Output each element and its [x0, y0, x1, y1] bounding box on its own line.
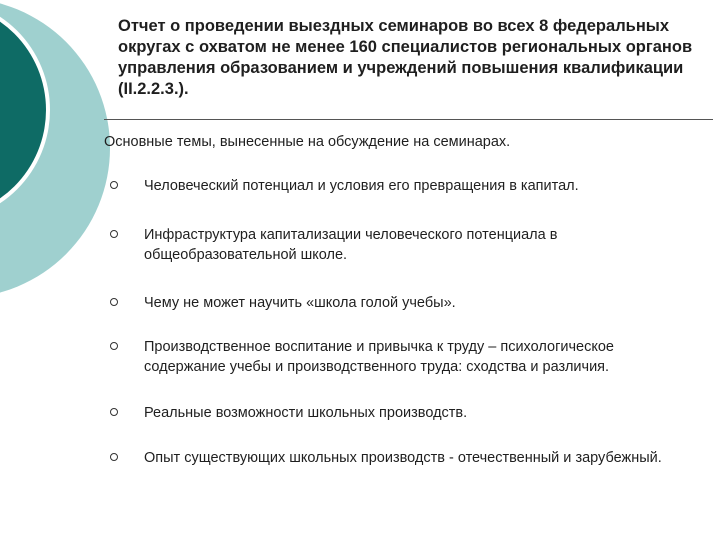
list-item-text: Инфраструктура капитализации человеческого потенциала в общеобразовательной школе. [144, 227, 558, 263]
list-item-text: Опыт существующих школьных производств - отечественный и зарубежный. [144, 450, 662, 466]
title-divider [104, 119, 713, 120]
list-item-text: Человеческий потенциал и условия его превращения в капитал. [144, 178, 579, 194]
slide-subtitle: Основные темы, вынесенные на обсуждение на семинарах. [104, 134, 511, 150]
circle-bullet-icon [110, 408, 118, 416]
list-item-text: Реальные возможности школьных производств. [144, 405, 468, 421]
circle-bullet-icon [110, 453, 118, 461]
circle-bullet-icon [110, 342, 118, 350]
list-item-text: Производственное воспитание и привычка к труду – психологическое содержание учебы и производственного труда: сходства и различия. [144, 339, 614, 375]
circle-bullet-icon [110, 181, 118, 189]
list-item-text: Чему не может научить «школа голой учебы». [144, 295, 456, 311]
circle-bullet-icon [110, 230, 118, 238]
circle-bullet-icon [110, 298, 118, 306]
slide-title: Отчет о проведении выездных семинаров во всех 8 федеральных округах с охватом не менее 160 специалистов региональных органов управления образованием и учреждений повышения квалификации (II.2.2.3.). [118, 17, 693, 98]
